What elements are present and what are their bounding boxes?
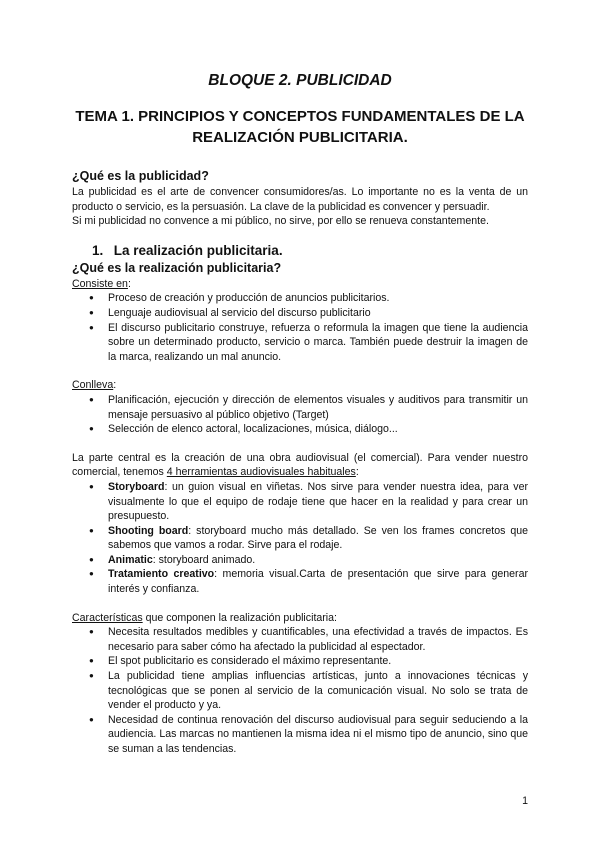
page-number: 1 (522, 795, 528, 807)
tool-desc: : storyboard mucho más detallado. Se ven los frames concretos que sabemos que vamos a rodar. Sirve para el rodaje. (108, 524, 528, 552)
conlleva-list (72, 393, 528, 437)
list-item: ● Selección de elenco actoral, localizaciones, música, diálogo... (108, 422, 528, 437)
central-paragraph (72, 451, 528, 480)
list-item: ● Proceso de creación y producción de anuncios publicitarios. (108, 291, 528, 306)
central-end: : (355, 466, 359, 479)
tool-desc: : storyboard animado. (152, 553, 256, 566)
section-heading (92, 242, 528, 260)
intro-paragraph: La publicidad es el arte de convencer consumidores/as. Lo importante no es la venta de un producto o servicio, es la persuasión. La clave de la publicidad es convencer y persuadir. (72, 186, 528, 213)
list-item: ● Necesita resultados medibles y cuantificables, una efectividad a través de impactos. Es necesario para saber cómo ha afectado la publicidad al espectador. (108, 625, 528, 654)
list-item: ● El discurso publicitario construye, refuerza o reformula la imagen que tiene la audiencia sobre un determinado producto, servicio o marca. También puede destruir la imagen de la marca, realizando un mal anuncio. (108, 321, 528, 365)
theme-title: TEMA 1. PRINCIPIOS Y CONCEPTOS FUNDAMENTALES DE LA REALIZACIÓN PUBLICITARIA. (75, 108, 525, 146)
tool-desc: : memoria visual.Carta de presentación que sirve para generar interés y confianza. (108, 568, 528, 596)
list-item (108, 567, 528, 596)
consiste-label: Consiste en (72, 277, 128, 290)
caracteristicas-list (72, 625, 528, 756)
caracteristicas-label: Características (72, 611, 143, 624)
list-item (108, 524, 528, 553)
section-question: ¿Qué es la realización publicitaria? (72, 260, 282, 275)
tool-term: Shooting board (108, 524, 189, 537)
tool-term: Animatic (108, 553, 153, 566)
conlleva-label: Conlleva (72, 379, 114, 392)
central-text: La parte central es la creación de una obra audiovisual (el comercial). Para vender nuestro comercial, tenemos (72, 451, 528, 479)
caracteristicas-line (72, 611, 528, 626)
central-underlined: 4 herramientas audiovisuales habituales (166, 466, 356, 479)
list-item: ● El spot publicitario es considerado el máximo representante. (108, 654, 528, 669)
intro-paragraph-2: Si mi publicidad no convence a mi público, no sirve, por ello se renueva constantemente. (72, 215, 489, 228)
block-title: BLOQUE 2. PUBLICIDAD (208, 72, 392, 89)
list-item: ● La publicidad tiene amplias influencias artísticas, junto a innovaciones técnicas y tecnológicas que se ponen al servicio de la comunicación visual. No solo se trata de vender el producto y ya. (108, 669, 528, 713)
intro-question: ¿Qué es la publicidad? (72, 169, 209, 183)
consiste-list (72, 291, 528, 364)
tools-list (72, 480, 528, 597)
tool-desc: : un guion visual en viñetas. Nos sirve para vender nuestra idea, para ver visualmente lo que el equipo de rodaje tiene que hacer en la realidad y para crear un presupuesto. (108, 480, 528, 523)
consiste-label-line (72, 277, 528, 292)
tool-term: Storyboard (108, 480, 165, 493)
section-title: La realización publicitaria. (113, 242, 283, 258)
section-number: 1. (92, 242, 104, 258)
list-item (108, 480, 528, 524)
list-item (108, 553, 528, 568)
list-item: ● Necesidad de continua renovación del discurso audiovisual para seguir seduciendo a la audiencia. Las marcas no mantienen la misma idea ni el mismo tipo de anuncio, sino que se suman a las tendencias. (108, 713, 528, 757)
conlleva-label-line (72, 378, 528, 393)
caracteristicas-rest: que componen la realización publicitaria: (142, 611, 337, 624)
document-body (72, 168, 528, 757)
consiste-colon: : (127, 277, 131, 290)
list-item: ● Lenguaje audiovisual al servicio del discurso publicitario (108, 306, 528, 321)
conlleva-colon: : (113, 379, 117, 392)
list-item: ● Planificación, ejecución y dirección de elementos visuales y auditivos para transmitir un mensaje persuasivo al público objetivo (Target) (108, 393, 528, 422)
tool-term: Tratamiento creativo (108, 568, 215, 581)
